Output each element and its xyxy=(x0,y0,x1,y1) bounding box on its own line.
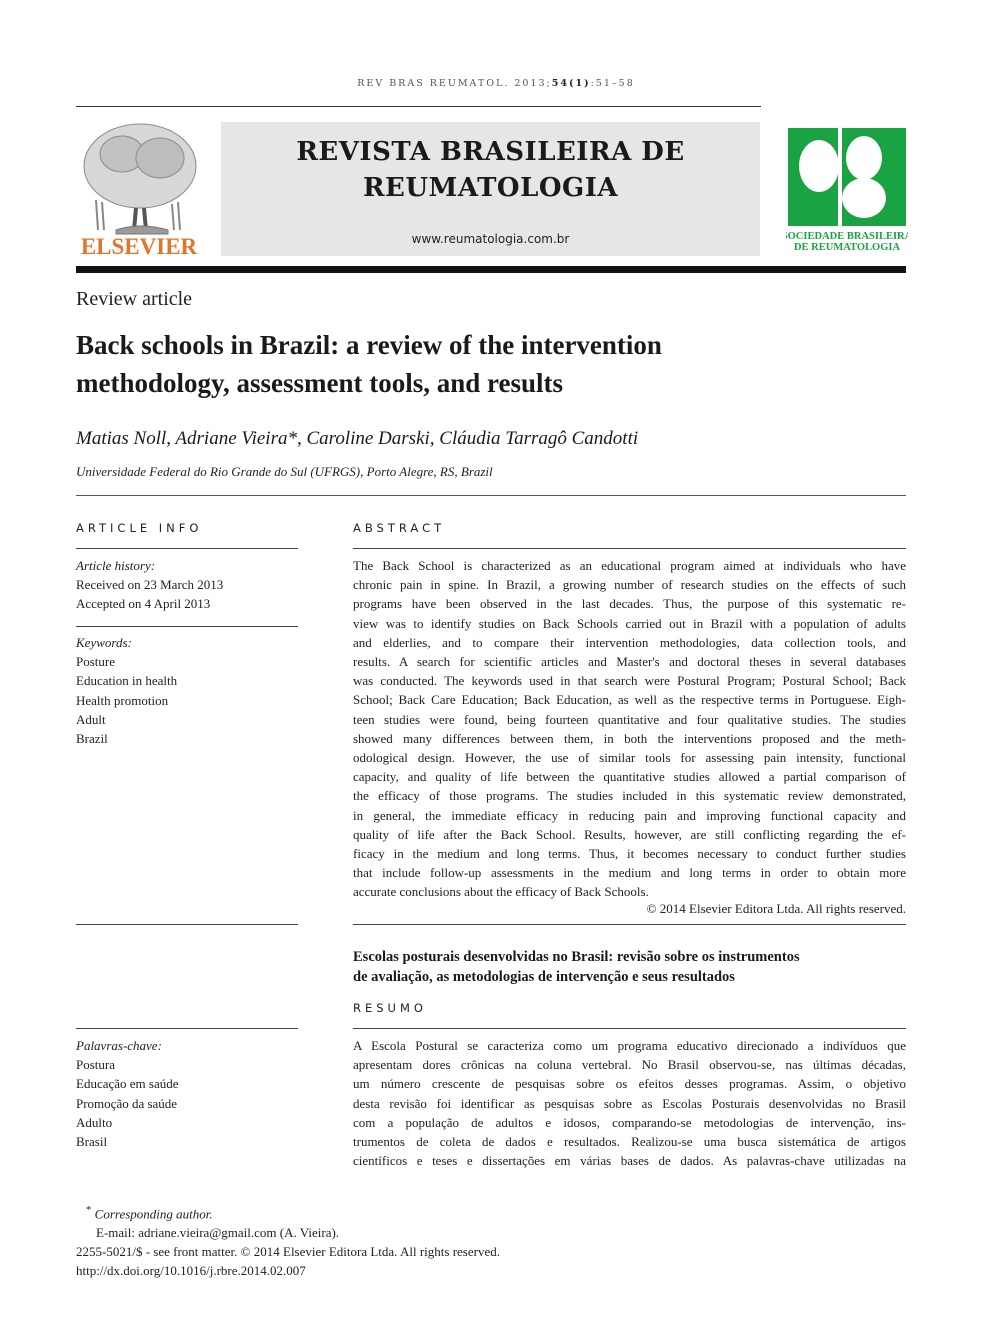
elsevier-logo xyxy=(76,118,202,258)
affiliation: Universidade Federal do Rio Grande do Sul (UFRGS), Porto Alegre, RS, Brazil xyxy=(76,464,493,479)
article-title: Back schools in Brazil: a review of the intervention methodology, assessment tools, and results xyxy=(76,330,662,398)
abstract-bottom-rule xyxy=(353,924,906,925)
keyword-item: Brazil xyxy=(76,731,108,747)
palavras-chave-list xyxy=(76,1036,298,1151)
corresponding-email[interactable]: E-mail: adriane.vieira@gmail.com (A. Vieira). xyxy=(96,1225,340,1241)
history-label: Article history: xyxy=(76,558,156,573)
portuguese-title: Escolas posturais desenvolvidas no Brasil: revisão sobre os instrumentos de avaliação, as metodologias de intervenção e seus resultados xyxy=(353,949,800,985)
abstract-text xyxy=(353,556,906,902)
doi-link[interactable]: http://dx.doi.org/10.1016/j.rbre.2014.02.007 xyxy=(76,1263,306,1279)
issn-line: 2255-5021/$ - see front matter. © 2014 Elsevier Editora Ltda. All rights reserved. xyxy=(76,1244,500,1260)
journal-title: REVISTA BRASILEIRA DE REUMATOLOGIA xyxy=(296,137,685,203)
resumo-line: desta revisão foi identificar as pesquisas sobre as Escolas Posturais desenvolvidas no Brasil xyxy=(353,1095,906,1111)
top-rule xyxy=(76,106,761,107)
authors: Matias Noll, Adriane Vieira*, Caroline Darski, Cláudia Tarragô Candotti xyxy=(76,428,639,449)
abstract-line: and elderlies, and to compare their intervention methodologies, data collection tools, and xyxy=(353,634,906,650)
keyword-item: Brasil xyxy=(76,1134,108,1150)
abstract-line: ficacy in the medium and long terms. Thus, it becomes necessary to conduct further studies xyxy=(353,846,906,862)
abstract-line: The Back School is characterized as an educational program aimed at individuals who have xyxy=(353,558,906,573)
abstract-heading: ABSTRACT xyxy=(353,521,446,535)
palavras-chave-label: Palavras-chave: xyxy=(76,1038,162,1053)
abstract-line: odological design. However, the use of similar tools for assessing pain intensity, functional xyxy=(353,750,906,766)
resumo-line: científicos e teses e dissertações em várias bases de dados. As palavras-chave utilizadas na xyxy=(353,1153,906,1169)
resumo-line: um número crescente de pesquisas sobre os efeitos desses programas. Assim, o objetivo xyxy=(353,1076,906,1092)
resumo-heading: RESUMO xyxy=(353,1001,427,1015)
running-head: REV BRAS REUMATOL. 2013;54(1):51–58 xyxy=(357,78,635,89)
abstract-line: capacity, and quality of life between the quantitative studies allowed a partial comparison of xyxy=(353,769,906,785)
society-name-line1: SOCIEDADE BRASILEIRA xyxy=(786,231,908,242)
accepted-date: Accepted on 4 April 2013 xyxy=(76,596,211,612)
abstract-line: School; Back Care Education; Back Education, as well as the respective terms in Portuguese. Eigh- xyxy=(353,692,906,708)
resumo-line: A Escola Postural se caracteriza como um programa educativo direcionado a indivíduos que xyxy=(353,1038,906,1053)
abstract-line: showed many differences between them, in both the interventions proposed and the meth- xyxy=(353,730,906,746)
abstract-line: chronic pain in spine. In Brazil, a growing number of research studies on the effects of such xyxy=(353,577,906,593)
article-info-heading: ARTICLE INFO xyxy=(76,521,203,535)
society-logo xyxy=(786,126,908,256)
footnote xyxy=(76,1201,500,1280)
keyword-item: Adulto xyxy=(76,1114,113,1130)
resumo-text xyxy=(353,1036,906,1170)
resumo-line: apresentam dores crônicas na coluna vertebral. No Brasil observou-se, nas últimas décadas, xyxy=(353,1057,906,1073)
abstract-line: that include follow-up assessments in the medium and long terms in order to obtain more xyxy=(353,865,906,881)
received-date: Received on 23 March 2013 xyxy=(76,577,224,593)
abstract-line: accurate conclusions about the efficacy of Back Schools. xyxy=(353,884,649,900)
header-thick-rule xyxy=(76,266,906,273)
keyword-item: Educação em saúde xyxy=(76,1076,179,1092)
keyword-item: Promoção da saúde xyxy=(76,1095,178,1111)
abstract-line: quality of life after the Back School. Results, however, are still conflicting regarding the ef- xyxy=(353,826,906,842)
abstract-copyright: © 2014 Elsevier Editora Ltda. All rights reserved. xyxy=(646,901,906,916)
elsevier-tree-icon xyxy=(84,124,196,234)
keyword-item: Postura xyxy=(76,1057,115,1073)
keywords-label: Keywords: xyxy=(76,635,132,650)
abstract-rule xyxy=(353,548,906,549)
resumo-line: trumentos de coleta de dados e resultados. Realizou-se uma busca sistemática de artigos xyxy=(353,1134,906,1150)
keyword-item: Health promotion xyxy=(76,692,169,708)
article-info-rule xyxy=(76,548,298,549)
corresponding-note: * Corresponding author. xyxy=(86,1204,213,1222)
abstract-line: programs have been observed in the last decades. Thus, the purpose of this systematic re- xyxy=(353,596,906,612)
history-rule xyxy=(76,626,298,627)
keyword-item: Posture xyxy=(76,654,115,670)
elsevier-wordmark: ELSEVIER xyxy=(80,234,198,258)
abstract-line: the efficacy of those programs. The studies included in this systematic review demonstrated, xyxy=(353,788,906,804)
keywords-list xyxy=(76,633,298,748)
keyword-item: Adult xyxy=(76,711,106,727)
palavras-rule xyxy=(76,1028,298,1029)
abstract-line: results. A search for scientific articles and Master's and doctoral theses in several databases xyxy=(353,654,906,670)
resumo-line: com a população de adultos e idosos, comparando-se metodologias de intervenção, ins- xyxy=(353,1114,906,1130)
abstract-line: view was to identify studies on Back Schools carried out in Brazil with a population of adults xyxy=(353,615,906,631)
abstract-line: in general, the immediate efficacy in reducing pain and improving functional capacity and xyxy=(353,807,906,823)
info-bottom-rule xyxy=(76,924,298,925)
keyword-item: Education in health xyxy=(76,673,178,689)
journal-url[interactable]: www.reumatologia.com.br xyxy=(411,232,570,246)
affiliation-rule xyxy=(76,495,906,496)
society-name-line2: DE REUMATOLOGIA xyxy=(793,242,901,253)
abstract-line: was conducted. The keywords used in that search were Postural Program; Postural School; Back xyxy=(353,673,906,689)
article-type: Review article xyxy=(76,288,193,310)
resumo-rule xyxy=(353,1028,906,1029)
abstract-line: teen studies were found, being fourteen quantitative and four qualitative studies. The studies xyxy=(353,711,906,727)
article-history xyxy=(76,556,298,614)
